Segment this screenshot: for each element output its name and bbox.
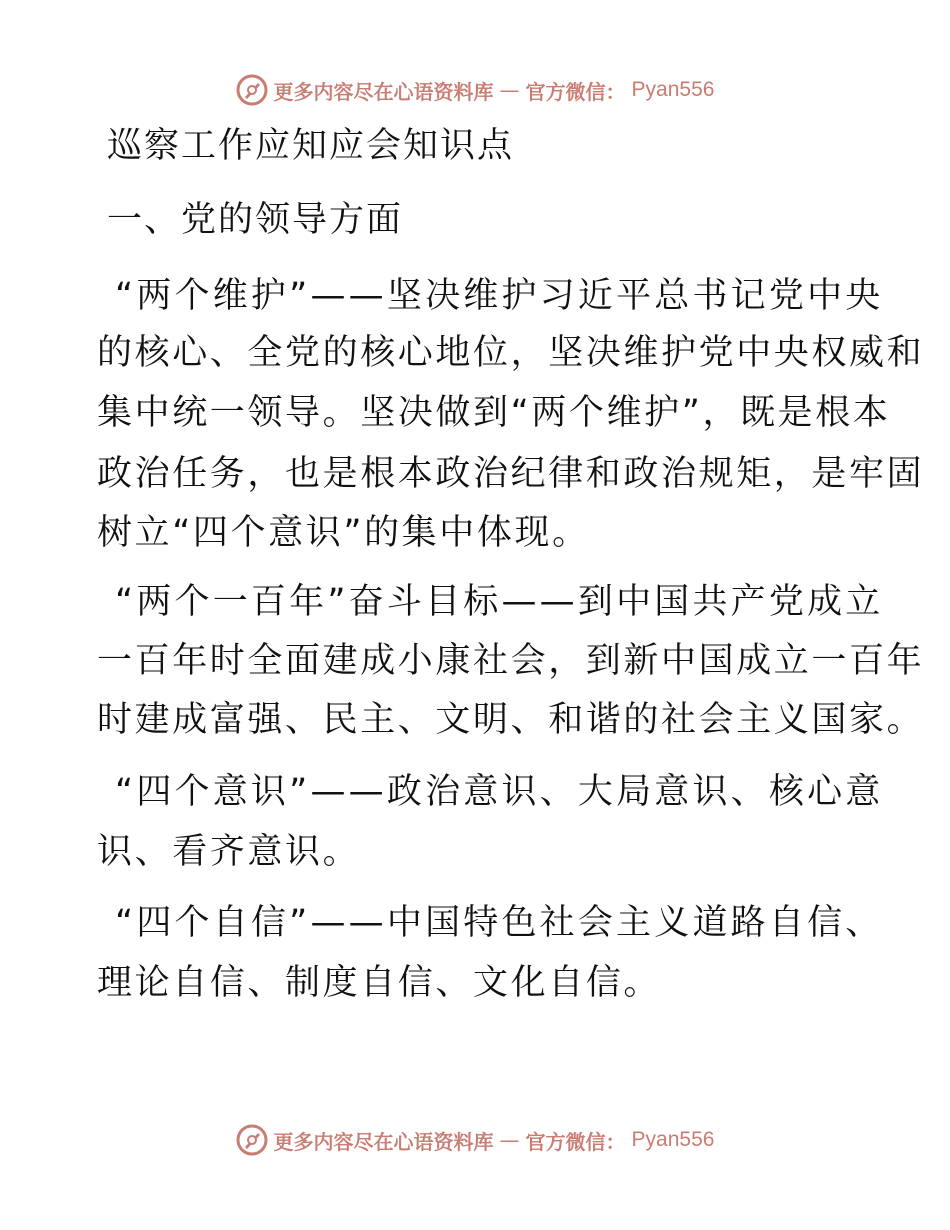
quill-logo-icon [236,74,268,106]
banner-dash: — [499,78,520,102]
paragraph-line: “两个一百年”奋斗目标——到中国共产党成立 [115,582,884,622]
quill-logo-icon [236,1124,268,1156]
section-heading: 一、党的领导方面 [107,200,404,240]
paragraph-line: 政治任务，也是根本政治纪律和政治规矩，是牢固 [97,454,925,494]
banner-contact-label: 官方微信： [525,79,626,104]
banner-contact-id: Pyan556 [631,1128,715,1151]
banner-dash: — [499,1128,520,1152]
footer-banner [0,1120,950,1160]
paragraph-line: 时建成富强、民主、文明、和谐的社会主义国家。 [97,700,925,740]
document-title: 巡察工作应知应会知识点 [107,126,515,166]
paragraph-line: “四个自信”——中国特色社会主义道路自信、 [115,903,884,943]
paragraph-line: “两个维护”——坚决维护习近平总书记党中央 [115,276,884,316]
banner-contact-id: Pyan556 [631,78,715,101]
paragraph-line: 的核心、全党的核心地位，坚决维护党中央权威和 [97,333,925,373]
paragraph-line: 树立“四个意识”的集中体现。 [97,513,590,553]
paragraph-line: 理论自信、制度自信、文化自信。 [97,963,662,1003]
banner-main-text: 更多内容尽在心语资料库 [273,79,494,104]
banner-contact-label: 官方微信： [525,1129,626,1154]
paragraph-line: 一百年时全面建成小康社会，到新中国成立一百年 [97,641,925,681]
header-banner [0,70,950,110]
paragraph-line: 识、看齐意识。 [97,832,361,872]
banner-main-text: 更多内容尽在心语资料库 [273,1129,494,1154]
paragraph-line: “四个意识”——政治意识、大局意识、核心意 [115,772,884,812]
paragraph-line: 集中统一领导。坚决做到“两个维护”，既是根本 [97,393,891,433]
